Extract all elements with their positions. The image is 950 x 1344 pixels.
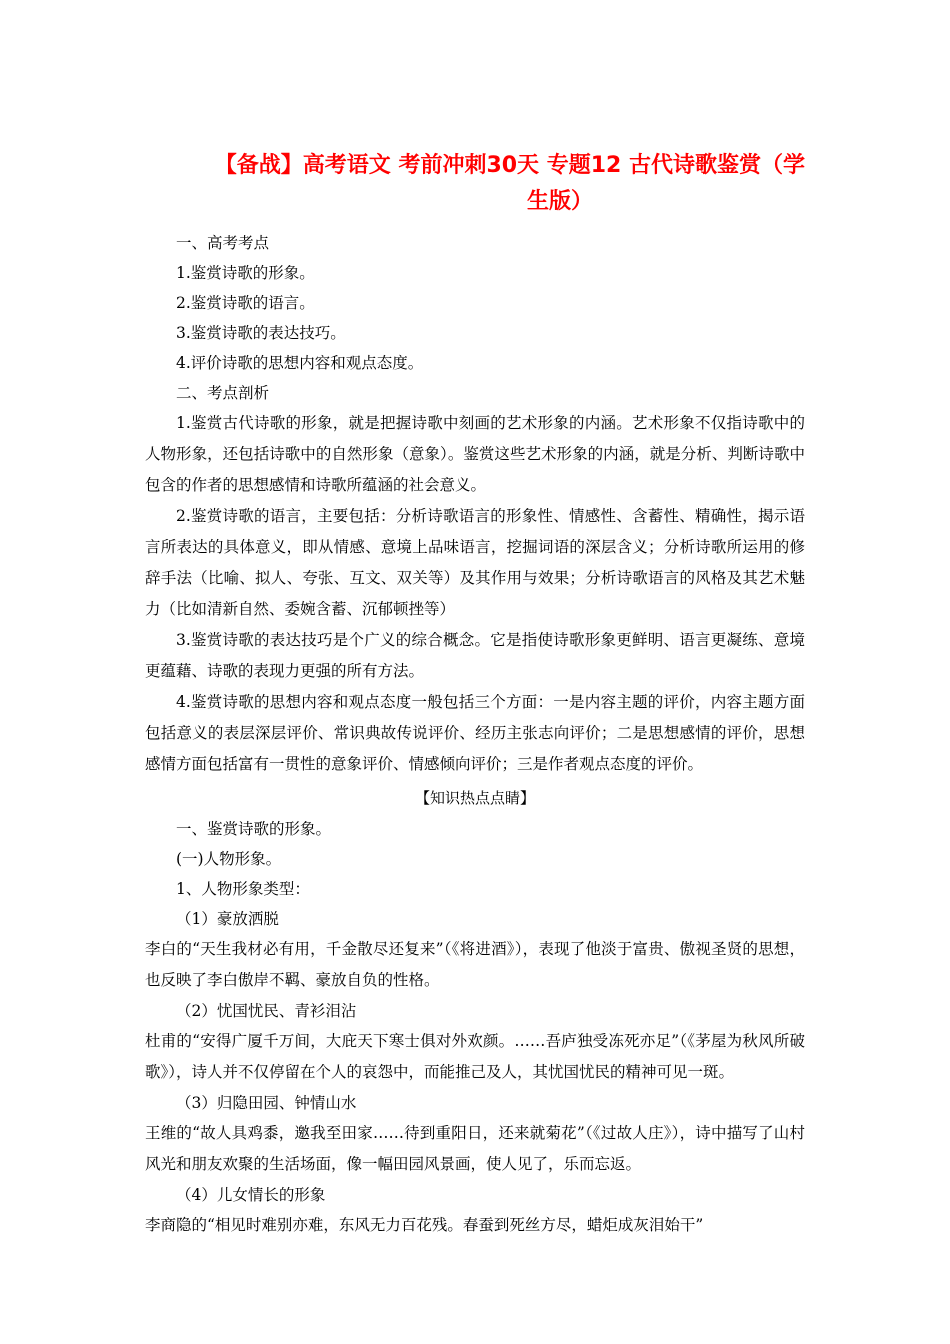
section2-paragraph-2: 2.鉴赏诗歌的语言，主要包括：分析诗歌语言的形象性、情感性、含蓄性、精确性，揭示语言所表达的具体意义，即从情感、意境上品味语言，挖掘词语的深层含义；分析诗歌所运用的修辞手法（比喻、拟人、夸张、互文、双关等）及其作用与效果；分析诗歌语言的风格及其艺术魅力（比如清新自然、委婉含蓄、沉郁顿挫等） [145,507,805,618]
section2-heading: 二、考点剖析 [176,384,270,402]
title-line-2: 生版） [526,189,593,214]
section2-paragraph-1: 1.鉴赏古代诗歌的形象，就是把握诗歌中刻画的艺术形象的内涵。艺术形象不仅指诗歌中的人物形象，还包括诗歌中的自然形象（意象）。鉴赏这些艺术形象的内涵，就是分析、判断诗歌中包含的作者的思想感情和诗歌所蕴涵的社会意义。 [145,414,805,494]
section1-item-2: 2.鉴赏诗歌的语言。 [176,294,315,312]
document-page [145,148,805,1241]
title-line-1: 【备战】高考语文 考前冲刺30天 专题12 古代诗歌鉴赏（学 [214,153,805,178]
type-3-label: （3）归隐田园、钟情山水 [176,1094,357,1112]
document-title [145,148,805,220]
type-4-text: 李商隐的“相见时难别亦难，东风无力百花残。春蚕到死丝方尽，蜡炬成灰泪始干” [145,1216,704,1234]
type-1-text: 李白的“天生我材必有用，千金散尽还复来”（《将进酒》），表现了他淡于富贵、傲视圣贤的思想，也反映了李白傲岸不羁、豪放自负的性格。 [145,940,805,989]
hotspot-sub-1: 一、鉴赏诗歌的形象。 [176,820,332,838]
section2-paragraph-4: 4.鉴赏诗歌的思想内容和观点态度一般包括三个方面：一是内容主题的评价，内容主题方面包括意义的表层深层评价、常识典故传说评价、经历主张志向评价；二是思想感情的评价，思想感情方面包括富有一贯性的意象评价、情感倾向评价；三是作者观点态度的评价。 [145,693,805,773]
hotspot-sub-3: 1、人物形象类型： [176,880,310,898]
hotspot-sub-2: (一)人物形象。 [176,850,282,868]
section1-heading: 一、高考考点 [176,234,270,252]
section1-item-1: 1.鉴赏诗歌的形象。 [176,264,315,282]
type-3-text: 王维的“故人具鸡黍，邀我至田家……待到重阳日，还来就菊花”（《过故人庄》），诗中描写了山村风光和朋友欢聚的生活场面，像一幅田园风景画，使人见了，乐而忘返。 [145,1124,805,1173]
type-2-text: 杜甫的“安得广厦千万间，大庇天下寒士俱对外欢颜。……吾庐独受冻死亦足”（《茅屋为秋风所破歌》），诗人并不仅停留在个人的哀怨中，而能推己及人，其忧国忧民的精神可见一斑。 [145,1032,805,1081]
section1-item-4: 4.评价诗歌的思想内容和观点态度。 [176,354,424,372]
section2-paragraph-3: 3.鉴赏诗歌的表达技巧是个广义的综合概念。它是指使诗歌形象更鲜明、语言更凝练、意境更蕴藉、诗歌的表现力更强的所有方法。 [145,631,805,680]
type-2-label: （2）忧国忧民、青衫泪沾 [176,1002,357,1020]
section1-item-3: 3.鉴赏诗歌的表达技巧。 [176,324,346,342]
type-1-label: （1）豪放洒脱 [176,910,279,928]
hotspot-heading: 【知识热点点睛】 [414,789,535,807]
type-4-label: （4）儿女情长的形象 [176,1186,326,1204]
